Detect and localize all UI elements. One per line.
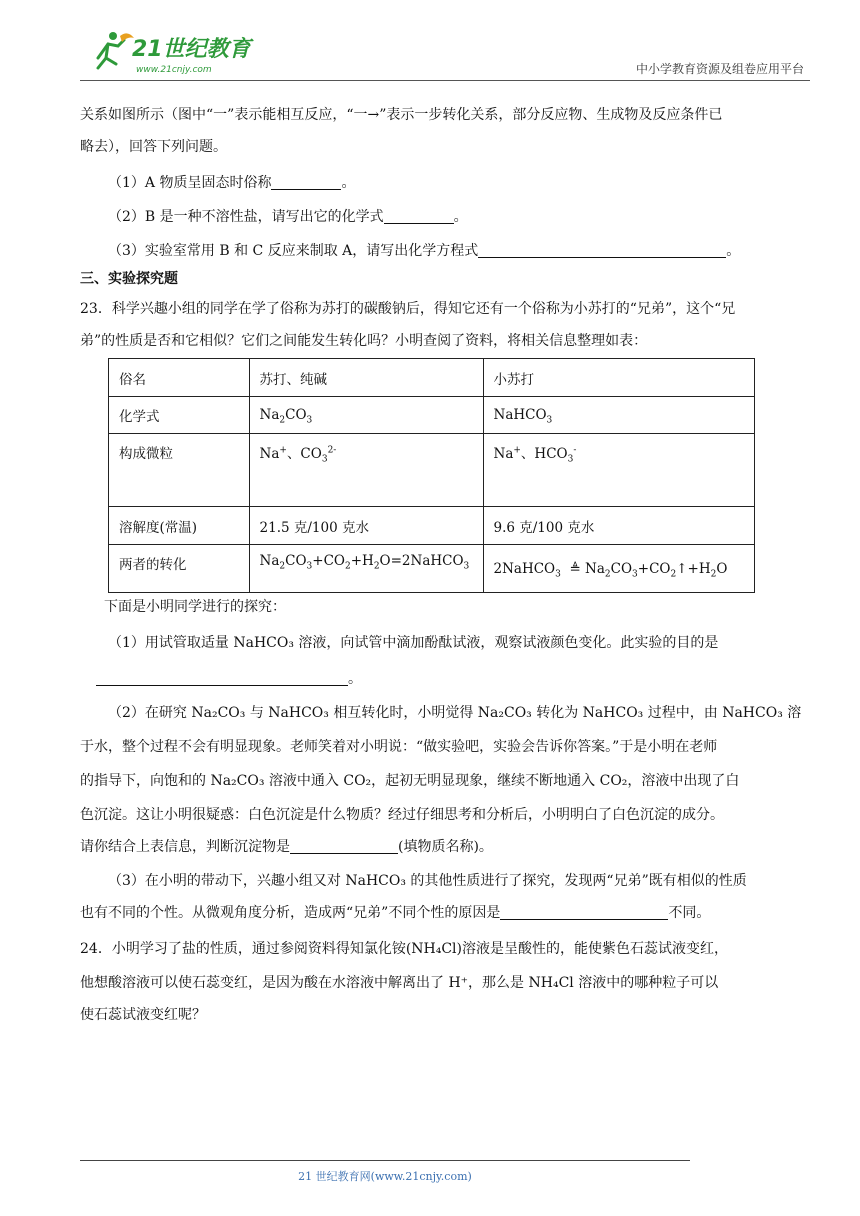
table-cell-formula: NaHCO$_3$ xyxy=(483,397,755,434)
table-row xyxy=(109,434,755,507)
table-cell: 小苏打 xyxy=(483,359,755,397)
logo-url: www.21cnjy.com xyxy=(136,65,212,75)
q22-sub1: （1）A 物质呈固态时俗称 。 xyxy=(108,175,356,191)
q23-s3-line1: （3）在小明的带动下，兴趣小组又对 NaHCO₃ 的其他性质进行了探究，发现两“兄弟”既有相似的性质 xyxy=(108,873,747,889)
table-row xyxy=(109,397,755,434)
table-cell-equation: 2NaHCO$_3$ ≜ $Na_2CO_3+CO_2↑+H_2O$ xyxy=(483,545,755,593)
table-cell: 21.5 克/100 克水 xyxy=(249,507,483,545)
q24-line3: 使石蕊试液变红呢？ xyxy=(80,1007,206,1023)
answer-blank[interactable] xyxy=(384,207,454,224)
footer-link[interactable]: 21 世纪教育网(www.21cnjy.com) xyxy=(298,1170,472,1183)
table-cell: 9.6 克/100 克水 xyxy=(483,507,755,545)
q23-s2-line5: 请你结合上表信息，判断沉淀物是 (填物质名称)。 xyxy=(80,839,493,855)
q23-line2: 弟”的性质是否和它相似？它们之间能发生转化吗？小明查阅了资料，将相关信息整理如表： xyxy=(80,333,648,349)
q23-line1: 23．科学兴趣小组的同学在学了俗称为苏打的碳酸钠后，得知它还有一个俗称为小苏打的“兄弟”，这个“兄 xyxy=(80,301,736,317)
table-cell: 化学式 xyxy=(109,397,250,434)
q22-sub3: （3）实验室常用 B 和 C 反应来制取 A，请写出化学方程式 。 xyxy=(108,243,741,259)
table-row xyxy=(109,507,755,545)
table-cell-formula: $Na_2CO_3$ xyxy=(249,397,483,434)
q24-line1: 24．小明学习了盐的性质，通过参阅资料得知氯化铵(NH₄Cl)溶液是呈酸性的，能使紫色石蕊试液变红， xyxy=(80,941,728,957)
table-cell: 两者的转化 xyxy=(109,545,250,593)
q23-s3-line2: 也有不同的个性。从微观角度分析，造成两“兄弟”不同个性的原因是 不同。 xyxy=(80,905,711,921)
table-cell: 苏打、纯碱 xyxy=(249,359,483,397)
q24-line2: 他想酸溶液可以使石蕊变红，是因为酸在水溶液中解离出了 H⁺，那么是 NH₄Cl 溶液中的哪种粒子可以 xyxy=(80,975,719,991)
footer-divider xyxy=(80,1160,690,1161)
q23-s2-line2: 于水，整个过程不会有明显现象。老师笑着对小明说：“做实验吧，实验会告诉你答案。”于是小明在老师 xyxy=(80,739,718,755)
platform-title: 中小学教育资源及组卷应用平台 xyxy=(635,62,804,76)
q22-sub2: （2）B 是一种不溶性盐，请写出它的化学式 。 xyxy=(108,209,468,225)
after-table: 下面是小明同学进行的探究： xyxy=(104,599,286,615)
q23-s1-blank-line: 。 xyxy=(96,664,826,694)
table-row xyxy=(109,359,755,397)
q23-s2-line3: 的指导下，向饱和的 Na₂CO₃ 溶液中通入 CO₂，起初无明显现象，继续不断地通入 CO₂，溶液中出现了白 xyxy=(80,773,740,789)
logo-text: 21世纪教育 xyxy=(132,37,251,62)
answer-blank[interactable] xyxy=(500,903,668,920)
q22-intro-line2: 略去），回答下列问题。 xyxy=(80,139,227,155)
header-divider xyxy=(80,80,810,81)
table-cell: 构成微粒 xyxy=(109,434,250,507)
table-cell: 俗名 xyxy=(109,359,250,397)
q23-s1: （1）用试管取适量 NaHCO₃ 溶液，向试管中滴加酚酞试液，观察试液颜色变化。此实验的目的是 xyxy=(108,635,719,651)
table-row xyxy=(109,545,755,593)
table-cell-ions: Na+、$CO_3^{2-}$ xyxy=(249,434,483,507)
answer-blank[interactable] xyxy=(96,669,348,686)
answer-blank[interactable] xyxy=(290,837,398,854)
section-title: 三、实验探究题 xyxy=(80,271,178,287)
table-cell-ions: Na+、$HCO_3^-$ xyxy=(483,434,755,507)
table-cell: 溶解度(常温) xyxy=(109,507,250,545)
comparison-table xyxy=(108,358,755,593)
table-cell-equation: $Na_2CO_3+CO_2+H_2O=2NaHCO_3$ xyxy=(249,545,483,593)
site-logo xyxy=(80,28,255,78)
q22-intro-line1: 关系如图所示（图中“一”表示能相互反应，“一→”表示一步转化关系，部分反应物、生成物及反应条件已 xyxy=(80,107,723,123)
q23-s2-line4: 色沉淀。这让小明很疑惑：白色沉淀是什么物质？经过仔细思考和分析后，小明明白了白色沉淀的成分。 xyxy=(80,807,724,823)
answer-blank[interactable] xyxy=(478,241,726,258)
q23-s2-line1: （2）在研究 Na₂CO₃ 与 NaHCO₃ 相互转化时，小明觉得 Na₂CO₃ 转化为 NaHCO₃ 过程中，由 NaHCO₃ 溶 xyxy=(108,705,802,721)
runner-icon xyxy=(98,32,134,68)
answer-blank[interactable] xyxy=(271,173,341,190)
